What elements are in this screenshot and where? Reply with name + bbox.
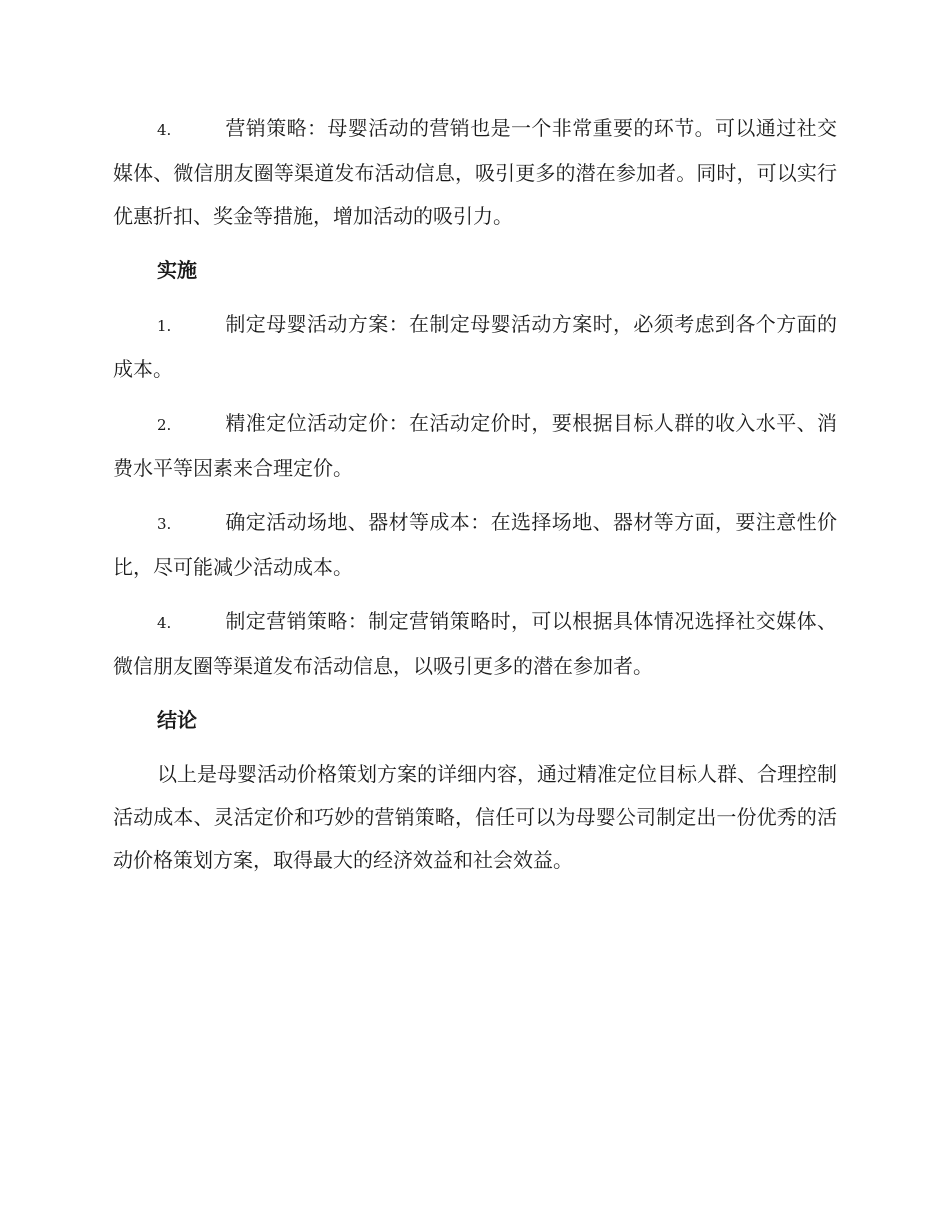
item-text: 制定母婴活动方案：在制定母婴活动方案时，必须考虑到各个方面的成本。 bbox=[113, 312, 837, 381]
implementation-item-1 bbox=[113, 303, 837, 391]
conclusion-paragraph: 以上是母婴活动价格策划方案的详细内容，通过精准定位目标人群、合理控制活动成本、灵活定价和巧妙的营销策略，信任可以为母婴公司制定出一份优秀的活动价格策划方案，取得最大的经济效益和社会效益。 bbox=[113, 762, 837, 872]
item-number: 1. bbox=[157, 317, 172, 335]
item-text: 制定营销策略：制定营销策略时，可以根据具体情况选择社交媒体、微信朋友圈等渠道发布活动信息，以吸引更多的潜在参加者。 bbox=[113, 609, 837, 678]
section-heading-implementation: 实施 bbox=[157, 258, 197, 282]
section-heading-conclusion: 结论 bbox=[157, 708, 197, 732]
item-number: 4. bbox=[157, 121, 172, 139]
item-number: 4. bbox=[157, 614, 172, 632]
document-page bbox=[113, 107, 837, 893]
marketing-strategy-item bbox=[113, 107, 837, 238]
item-number: 2. bbox=[157, 416, 172, 434]
implementation-item-2 bbox=[113, 402, 837, 490]
item-text: 营销策略：母婴活动的营销也是一个非常重要的环节。可以通过社交媒体、微信朋友圈等渠道发布活动信息，吸引更多的潜在参加者。同时，可以实行优惠折扣、奖金等措施，增加活动的吸引力。 bbox=[113, 116, 837, 228]
implementation-item-4 bbox=[113, 600, 837, 688]
item-text: 精准定位活动定价：在活动定价时，要根据目标人群的收入水平、消费水平等因素来合理定价。 bbox=[113, 411, 837, 480]
item-text: 确定活动场地、器材等成本：在选择场地、器材等方面，要注意性价比，尽可能减少活动成本。 bbox=[113, 510, 837, 579]
item-number: 3. bbox=[157, 515, 172, 533]
implementation-item-3 bbox=[113, 501, 837, 589]
